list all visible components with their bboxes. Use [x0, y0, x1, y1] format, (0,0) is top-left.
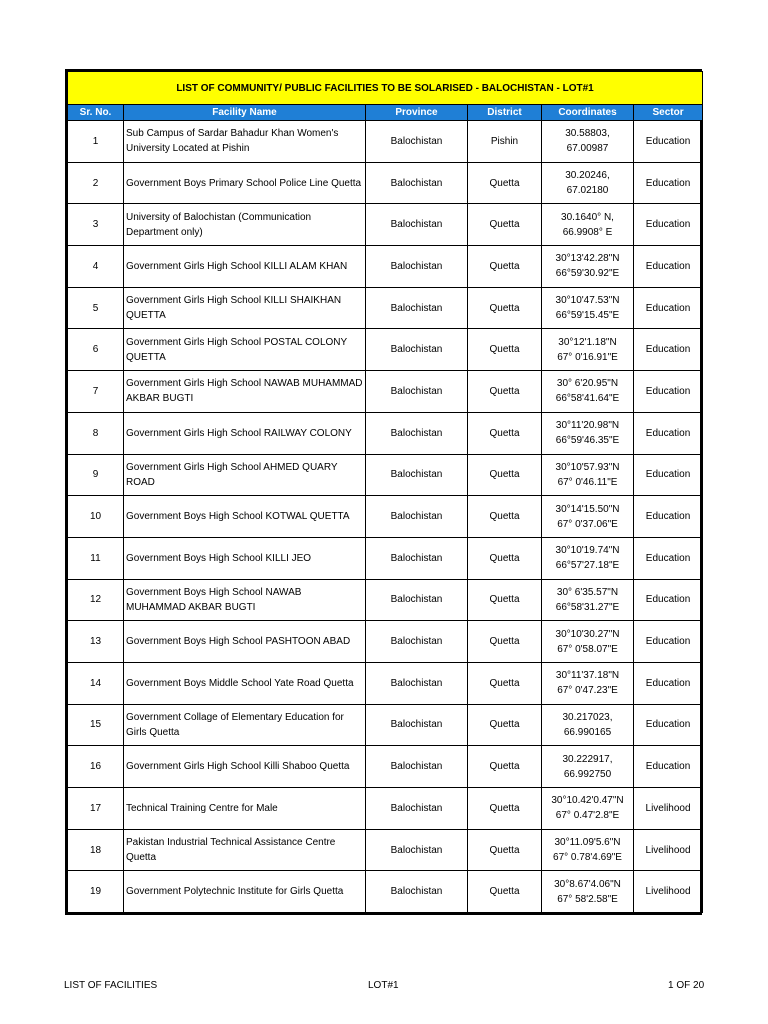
- coord-lon: 67° 0'16.91"E: [557, 351, 618, 363]
- coord-lon: 66°59'15.45"E: [555, 310, 620, 322]
- cell-province: Balochistan: [366, 621, 468, 663]
- coord-lon: 67° 58'2.58"E: [557, 893, 618, 905]
- cell-facility-name: Government Girls High School AHMED QUARY ROAD: [124, 454, 366, 496]
- cell-sector: Education: [634, 412, 703, 454]
- cell-coordinates: [542, 246, 634, 288]
- cell-sr-no: 9: [68, 454, 124, 496]
- cell-facility-name: Government Girls High School KILLI ALAM KHAN: [124, 246, 366, 288]
- coord-lat: 30°10.42'0.47"N: [551, 795, 624, 807]
- cell-district: Quetta: [468, 621, 542, 663]
- coord-lat: 30°10'30.27"N: [555, 628, 620, 640]
- cell-province: Balochistan: [366, 204, 468, 246]
- table-row: [68, 579, 703, 621]
- cell-coordinates: [542, 871, 634, 913]
- cell-sector: Education: [634, 579, 703, 621]
- cell-district: Quetta: [468, 162, 542, 204]
- cell-sr-no: 7: [68, 371, 124, 413]
- table-row: [68, 371, 703, 413]
- table-row: [68, 746, 703, 788]
- cell-province: Balochistan: [366, 496, 468, 538]
- cell-province: Balochistan: [366, 329, 468, 371]
- cell-facility-name: Government Girls High School Killi Shaboo Quetta: [124, 746, 366, 788]
- cell-sr-no: 14: [68, 662, 124, 704]
- cell-district: Quetta: [468, 829, 542, 871]
- cell-sector: Education: [634, 537, 703, 579]
- cell-sr-no: 6: [68, 329, 124, 371]
- cell-district: Quetta: [468, 746, 542, 788]
- coord-lon: 66°58'31.27"E: [555, 601, 620, 613]
- cell-facility-name: Government Boys High School NAWAB MUHAMMAD AKBAR BUGTI: [124, 579, 366, 621]
- cell-sr-no: 18: [68, 829, 124, 871]
- cell-sector: Education: [634, 329, 703, 371]
- cell-province: Balochistan: [366, 246, 468, 288]
- footer-right: 1 OF 20: [668, 980, 705, 991]
- cell-district: Quetta: [468, 496, 542, 538]
- header-district: District: [468, 105, 542, 121]
- coord-lat: 30°12'1.18"N: [558, 336, 617, 348]
- table-row: [68, 829, 703, 871]
- coord-lon: 67° 0.78'4.69"E: [553, 852, 622, 864]
- coord-lon: 66.992750: [563, 768, 612, 780]
- cell-facility-name: Government Girls High School KILLI SHAIKHAN QUETTA: [124, 287, 366, 329]
- table-row: [68, 454, 703, 496]
- coord-lon: 66°59'46.35"E: [555, 435, 620, 447]
- cell-sector: Education: [634, 287, 703, 329]
- cell-coordinates: [542, 496, 634, 538]
- coord-lon: 66.9908° E: [562, 226, 613, 238]
- cell-sector: Education: [634, 454, 703, 496]
- coord-lat: 30.58803,: [565, 128, 610, 140]
- coord-lon: 67° 0'37.06"E: [557, 518, 618, 530]
- cell-facility-name: Government Girls High School POSTAL COLONY QUETTA: [124, 329, 366, 371]
- coord-lat: 30.217023,: [562, 711, 613, 723]
- cell-coordinates: [542, 662, 634, 704]
- cell-sector: Education: [634, 246, 703, 288]
- table-title: LIST OF COMMUNITY/ PUBLIC FACILITIES TO BE SOLARISED - BALOCHISTAN - LOT#1: [68, 72, 703, 105]
- cell-province: Balochistan: [366, 704, 468, 746]
- cell-district: Quetta: [468, 204, 542, 246]
- cell-district: Quetta: [468, 412, 542, 454]
- cell-sector: Education: [634, 621, 703, 663]
- cell-sr-no: 5: [68, 287, 124, 329]
- coord-lat: 30.20246,: [565, 170, 610, 182]
- cell-sr-no: 15: [68, 704, 124, 746]
- header-sr-no: Sr. No.: [68, 105, 124, 121]
- cell-facility-name: Technical Training Centre for Male: [124, 788, 366, 830]
- cell-province: Balochistan: [366, 662, 468, 704]
- cell-sector: Education: [634, 162, 703, 204]
- table-row: [68, 162, 703, 204]
- coord-lon: 67° 0'46.11"E: [557, 476, 618, 488]
- cell-province: Balochistan: [366, 371, 468, 413]
- table-row: [68, 537, 703, 579]
- coord-lat: 30.1640° N,: [561, 211, 614, 223]
- coord-lat: 30°14'15.50"N: [555, 503, 620, 515]
- cell-sr-no: 13: [68, 621, 124, 663]
- cell-province: Balochistan: [366, 746, 468, 788]
- header-row: [68, 105, 703, 121]
- cell-sr-no: 3: [68, 204, 124, 246]
- coord-lat: 30° 6'20.95"N: [556, 378, 619, 390]
- cell-coordinates: [542, 412, 634, 454]
- table-row: [68, 121, 703, 163]
- coord-lon: 67.02180: [566, 185, 609, 197]
- coord-lon: 66°59'30.92"E: [555, 268, 620, 280]
- table-row: [68, 412, 703, 454]
- cell-coordinates: [542, 329, 634, 371]
- cell-coordinates: [542, 579, 634, 621]
- cell-coordinates: [542, 454, 634, 496]
- cell-sr-no: 8: [68, 412, 124, 454]
- cell-sr-no: 11: [68, 537, 124, 579]
- cell-district: Quetta: [468, 579, 542, 621]
- header-facility-name: Facility Name: [124, 105, 366, 121]
- table-row: [68, 329, 703, 371]
- cell-district: Quetta: [468, 537, 542, 579]
- cell-coordinates: [542, 537, 634, 579]
- cell-facility-name: Government Girls High School RAILWAY COLONY: [124, 412, 366, 454]
- coord-lat: 30°13'42.28"N: [555, 253, 620, 265]
- cell-coordinates: [542, 162, 634, 204]
- coord-lat: 30°10'57.93"N: [555, 461, 620, 473]
- cell-province: Balochistan: [366, 454, 468, 496]
- cell-province: Balochistan: [366, 579, 468, 621]
- header-coordinates: Coordinates: [542, 105, 634, 121]
- table-row: [68, 621, 703, 663]
- table-row: [68, 246, 703, 288]
- cell-sector: Education: [634, 662, 703, 704]
- table-row: [68, 704, 703, 746]
- cell-district: Quetta: [468, 662, 542, 704]
- cell-coordinates: [542, 829, 634, 871]
- cell-facility-name: Government Boys High School KOTWAL QUETTA: [124, 496, 366, 538]
- cell-province: Balochistan: [366, 287, 468, 329]
- cell-coordinates: [542, 121, 634, 163]
- coord-lat: 30°10'47.53"N: [555, 295, 620, 307]
- cell-sr-no: 19: [68, 871, 124, 913]
- cell-district: Quetta: [468, 329, 542, 371]
- cell-sr-no: 2: [68, 162, 124, 204]
- cell-district: Quetta: [468, 246, 542, 288]
- coord-lat: 30.222917,: [562, 753, 613, 765]
- coord-lat: 30°10'19.74"N: [555, 545, 620, 557]
- coord-lon: 67° 0'47.23"E: [557, 685, 618, 697]
- coord-lon: 66.990165: [563, 726, 612, 738]
- table-row: [68, 287, 703, 329]
- coord-lat: 30°11'20.98"N: [555, 420, 620, 432]
- cell-sector: Education: [634, 204, 703, 246]
- cell-sr-no: 1: [68, 121, 124, 163]
- cell-sector: Livelihood: [634, 871, 703, 913]
- cell-district: Quetta: [468, 871, 542, 913]
- table-row: [68, 496, 703, 538]
- cell-province: Balochistan: [366, 537, 468, 579]
- cell-facility-name: Sub Campus of Sardar Bahadur Khan Women's University Located at Pishin: [124, 121, 366, 163]
- cell-province: Balochistan: [366, 412, 468, 454]
- cell-sector: Education: [634, 746, 703, 788]
- facilities-sheet: [65, 69, 702, 915]
- cell-facility-name: Government Collage of Elementary Education for Girls Quetta: [124, 704, 366, 746]
- cell-sector: Education: [634, 496, 703, 538]
- coord-lon: 67° 0.47'2.8"E: [555, 810, 620, 822]
- cell-district: Quetta: [468, 371, 542, 413]
- table-row: [68, 871, 703, 913]
- header-province: Province: [366, 105, 468, 121]
- coord-lat: 30°11'37.18"N: [555, 670, 620, 682]
- cell-sr-no: 12: [68, 579, 124, 621]
- cell-facility-name: Government Boys High School PASHTOON ABAD: [124, 621, 366, 663]
- footer-left: LIST OF FACILITIES: [64, 980, 158, 991]
- cell-facility-name: Pakistan Industrial Technical Assistance Centre Quetta: [124, 829, 366, 871]
- cell-facility-name: University of Balochistan (Communication Department only): [124, 204, 366, 246]
- cell-facility-name: Government Boys Middle School Yate Road Quetta: [124, 662, 366, 704]
- cell-sector: Livelihood: [634, 788, 703, 830]
- table-row: [68, 662, 703, 704]
- cell-province: Balochistan: [366, 788, 468, 830]
- cell-coordinates: [542, 287, 634, 329]
- cell-coordinates: [542, 704, 634, 746]
- coord-lon: 66°58'41.64"E: [555, 393, 620, 405]
- cell-coordinates: [542, 746, 634, 788]
- cell-coordinates: [542, 788, 634, 830]
- cell-sector: Education: [634, 371, 703, 413]
- coord-lat: 30° 6'35.57"N: [556, 586, 619, 598]
- table-row: [68, 788, 703, 830]
- cell-sector: Education: [634, 121, 703, 163]
- cell-sr-no: 17: [68, 788, 124, 830]
- cell-facility-name: Government Boys High School KILLI JEO: [124, 537, 366, 579]
- coord-lon: 66°57'27.18"E: [555, 560, 620, 572]
- cell-sr-no: 16: [68, 746, 124, 788]
- cell-district: Quetta: [468, 704, 542, 746]
- cell-facility-name: Government Girls High School NAWAB MUHAMMAD AKBAR BUGTI: [124, 371, 366, 413]
- cell-facility-name: Government Boys Primary School Police Line Quetta: [124, 162, 366, 204]
- cell-sr-no: 4: [68, 246, 124, 288]
- cell-province: Balochistan: [366, 829, 468, 871]
- cell-district: Quetta: [468, 287, 542, 329]
- cell-sector: Education: [634, 704, 703, 746]
- cell-district: Quetta: [468, 788, 542, 830]
- header-sector: Sector: [634, 105, 703, 121]
- cell-province: Balochistan: [366, 871, 468, 913]
- table-body: [68, 121, 703, 913]
- coord-lon: 67° 0'58.07"E: [557, 643, 618, 655]
- cell-province: Balochistan: [366, 162, 468, 204]
- cell-province: Balochistan: [366, 121, 468, 163]
- footer-center: LOT#1: [368, 980, 399, 991]
- table-row: [68, 204, 703, 246]
- cell-facility-name: Government Polytechnic Institute for Girls Quetta: [124, 871, 366, 913]
- cell-coordinates: [542, 204, 634, 246]
- facilities-table: [67, 71, 703, 913]
- coord-lon: 67.00987: [566, 143, 609, 155]
- coord-lat: 30°8.67'4.06"N: [554, 878, 621, 890]
- cell-district: Quetta: [468, 454, 542, 496]
- cell-coordinates: [542, 621, 634, 663]
- cell-coordinates: [542, 371, 634, 413]
- cell-district: Pishin: [468, 121, 542, 163]
- coord-lat: 30°11.09'5.6"N: [554, 837, 621, 849]
- cell-sector: Livelihood: [634, 829, 703, 871]
- cell-sr-no: 10: [68, 496, 124, 538]
